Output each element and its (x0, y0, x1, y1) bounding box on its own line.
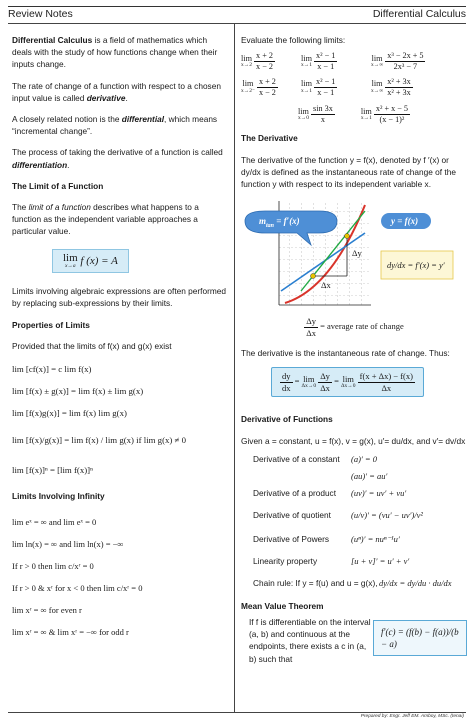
mvt-text: If f is differentiable on the interval (a, b) and continuous at the endpoints, there exists a c in (a, b) such that (249, 617, 371, 664)
limit-paragraph-2: Limits involving algebraic expressions are often performed by replacing sub-expressions by their limits. (12, 286, 226, 309)
rule-powers: Derivative of Powers (uⁿ)′ = nuⁿ⁻¹u′ (253, 533, 400, 544)
eval-limit-7: lim x→0 $\frac{\sin 3x}{x}$ (297, 104, 333, 125)
page-header (8, 8, 466, 22)
infinity-row: lim xʳ = ∞ & lim xʳ = −∞ for odd r (12, 627, 129, 638)
mvt-section (241, 616, 467, 696)
infinity-list (12, 511, 228, 643)
derivative-rules-list (241, 451, 467, 594)
header-left: Review Notes (8, 8, 73, 20)
intro-paragraph-1: Differential Calculus is a field of mathematics which deals with the study of how functions change when their inputs change. (12, 35, 218, 70)
property-row: lim [f(x)]ⁿ = [lim f(x)]ⁿ (12, 464, 93, 475)
eval-limit-5: lim x→1 $\frac{\text{x² − 1}}{x - 1}$ (301, 76, 336, 97)
eval-limit-3: lim x→∞ $\frac{\text{x³ − 2x + 5}}{\text{2x³ − 7}}$ (371, 51, 424, 72)
derivative-functions-given: Given a = constant, u = f(x), v = g(x), u′= du/dx, and v′= dv/dx (241, 435, 466, 446)
header-right: Differential Calculus (372, 8, 466, 20)
infinity-row: If r > 0 & xʳ for x < 0 then lim c/xʳ = 0 (12, 583, 143, 594)
limit-heading: The Limit of a Function (12, 180, 104, 191)
properties-heading: Properties of Limits (12, 319, 90, 330)
dydx-label: dy/dx = f′(x) = y′ (387, 260, 445, 271)
right-column (241, 34, 467, 696)
derivative-paragraph: The derivative of the function y = f(x), denoted by f ′(x) or dy/dx is defined as the instantaneous rate of change of the function y with respect to its independent variable x. (241, 154, 456, 190)
derivative-graph (241, 199, 467, 311)
properties-list (12, 358, 228, 484)
rule-linearity: Linearity property [u + v]′ = u′ + v′ (253, 555, 410, 566)
evaluate-heading: Evaluate the following limits: (241, 35, 346, 45)
derivative-definition-box: $\frac{dy}{dx}$ = lim Δx→0 $\frac{\Delta y}{\Delta x}$ = lim Δx→0 $\frac{f(x + \Delta x) - f(x)}{\Delta x}$ (271, 367, 424, 397)
infinity-heading: Limits Involving Infinity (12, 490, 105, 501)
yfx-label: y = f(x) (391, 216, 419, 227)
eval-limit-6: lim x→∞ $\frac{\text{x² + 3x}}{\text{x² + 3x}}$ (371, 76, 411, 97)
rule-product: Derivative of a product (uv)′ = uv′ + vu′ (253, 488, 407, 499)
delta-y-label: Δy (352, 248, 362, 259)
eval-limit-4: lim x→2⁻ $\frac{x + 2}{x - 2}$ (241, 76, 276, 97)
mvt-formula-box: f′(c) = (f(b) − f(a))/(b − a) (373, 620, 467, 656)
rule-chain: Chain rule: If y = f(u) and u = g(x), dy/dx = dy/du · du/dx (253, 577, 452, 588)
header-rule (8, 23, 466, 24)
derivative-functions-heading: Derivative of Functions (241, 414, 333, 425)
property-row: lim [f(x) ± g(x)] = lim f(x) ± lim g(x) (12, 385, 144, 396)
left-column (12, 34, 228, 643)
intro-paragraph-3: A closely related notion is the differential, which means “incremental change”. (12, 114, 218, 137)
top-rule (8, 6, 466, 7)
derivative-heading: The Derivative (241, 133, 298, 144)
eval-limit-2: lim x→1 $\frac{\text{x² − 1}}{x - 1}$ (301, 51, 336, 72)
property-row: lim [f(x)/g(x)] = lim f(x) / lim g(x) if lim g(x) ≠ 0 (12, 434, 186, 445)
evaluate-limits-grid (241, 52, 467, 97)
properties-intro: Provided that the limits of f(x) and g(x) exist (12, 340, 172, 351)
page-footer: Prepared by: Engr. Jeff EM. Amboy, MSc. (tenai) (360, 714, 464, 719)
infinity-row: lim xʳ = ∞ for even r (12, 605, 82, 616)
infinity-row: If r > 0 then lim c/xʳ = 0 (12, 561, 94, 572)
property-row: lim [f(x)g(x)] = lim f(x) lim g(x) (12, 407, 127, 418)
delta-x-label: Δx (321, 280, 331, 291)
column-divider (234, 24, 235, 712)
intro-paragraph-2: The rate of change of a function with respect to a chosen input value is called derivative. (12, 80, 221, 103)
bottom-rule (8, 712, 466, 713)
infinity-row: lim eˣ = ∞ and lim eˣ = 0 (12, 517, 97, 528)
eval-limit-8: lim x→1 $\frac{\text{x² + x − 5}}{\text{(x − 1)²}}$ (360, 104, 409, 125)
average-rate-formula: $\frac{\Delta y}{\Delta x}$ = average rate of change (306, 316, 404, 338)
instantaneous-paragraph: The derivative is the instantaneous rate of change. Thus: (241, 348, 450, 359)
mtan-label: $m_{tan} = f'(x)$ (259, 216, 300, 230)
rule-quotient: Derivative of quotient (u/v)′ = (vu′ − uv′)/v² (253, 509, 423, 520)
intro-paragraph-4: The process of taking the derivative of a function is called differentiation. (12, 147, 223, 170)
limit-definition-box: lim x→a f (x) = A (52, 249, 129, 274)
rule-constant: Derivative of a constant (a)′ = 0 (253, 454, 378, 465)
mvt-heading: Mean Value Theorem (241, 600, 324, 611)
property-row: lim [cf(x)] = c lim f(x) (12, 363, 92, 374)
point-x (311, 274, 316, 279)
point-x-dx (345, 234, 350, 239)
eval-limit-1: lim x→2 $\frac{x + 2}{x - 2}$ (241, 51, 273, 72)
rule-constant-multiple: (au)′ = au′ (351, 471, 388, 482)
infinity-row: lim ln(x) = ∞ and lim ln(x) = −∞ (12, 539, 124, 550)
limit-paragraph: The limit of a function describes what happens to a function as the independent variable approaches a particular value. (12, 202, 199, 237)
evaluate-limits-row (241, 105, 467, 124)
